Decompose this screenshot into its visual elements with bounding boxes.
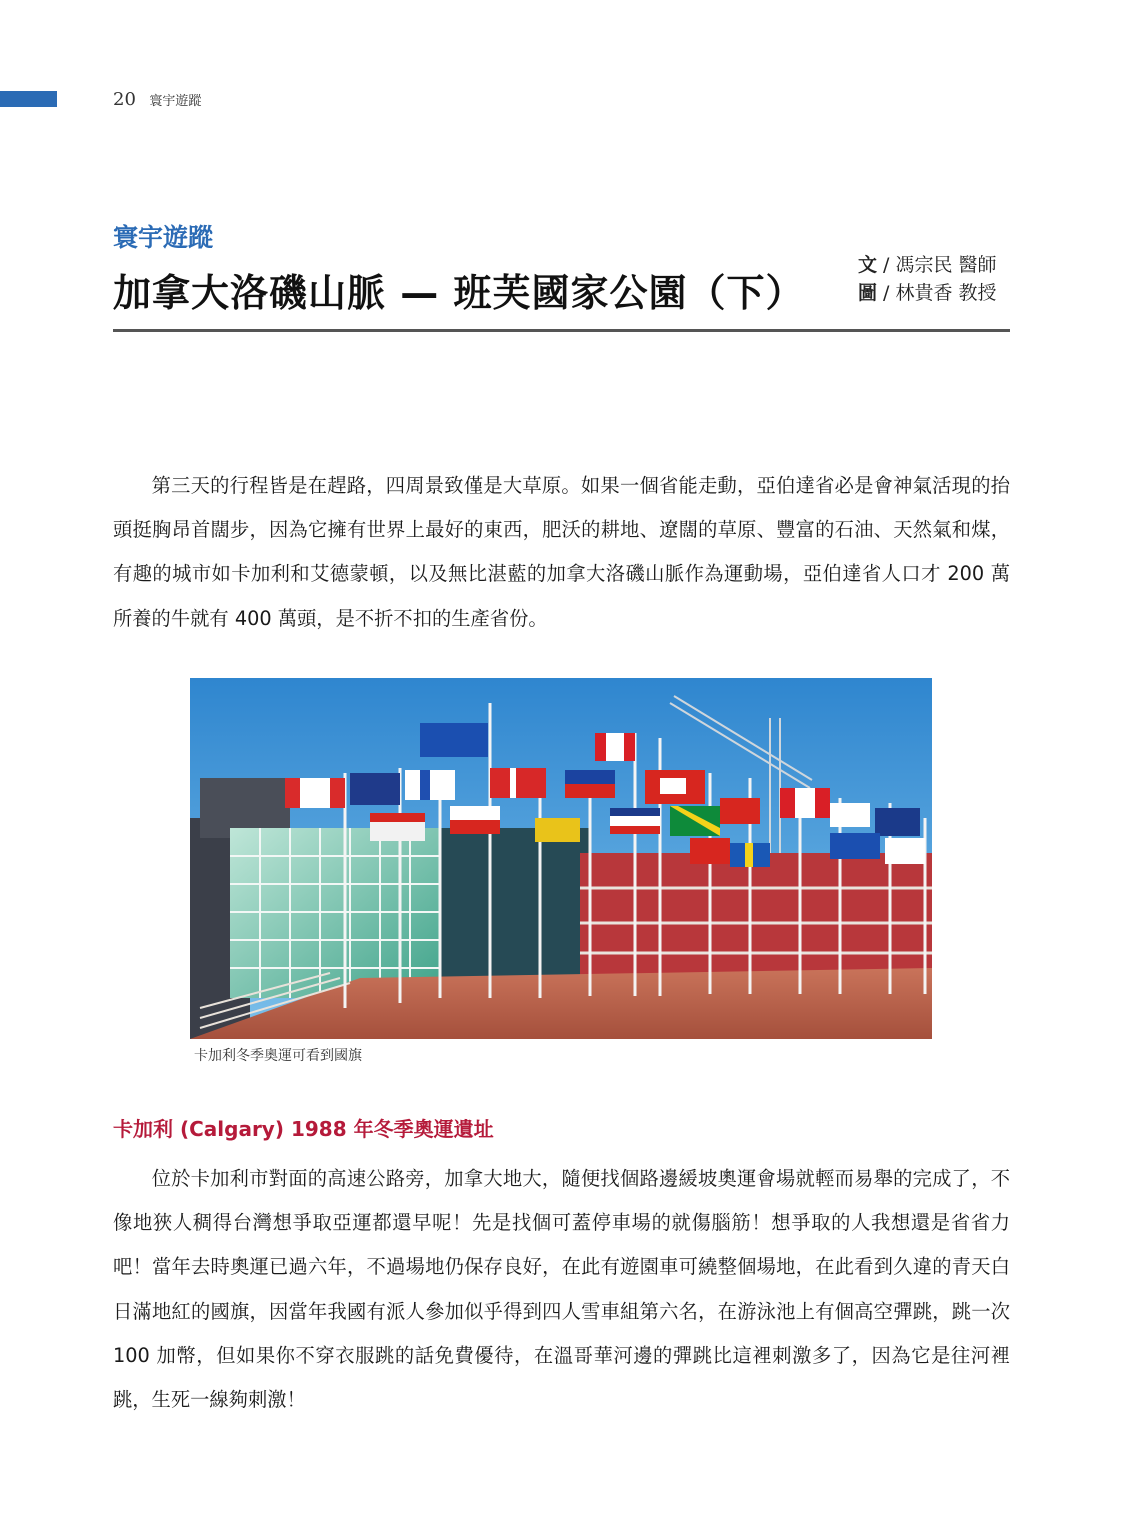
author-name: 馮宗民 醫師 (895, 254, 997, 276)
running-header-section: 寰宇遊蹤 (149, 94, 202, 109)
header-color-tab (0, 91, 57, 107)
author-role: 文 (858, 254, 878, 276)
byline-author: 文 / 馮宗民 醫師 (858, 254, 997, 276)
article-title: 加拿大洛磯山脈 — 班芙國家公園（下） (113, 271, 805, 315)
page-number: 20 (113, 89, 136, 110)
photo-caption: 卡加利冬季奧運可看到國旗 (194, 1048, 362, 1064)
body-paragraph-2: 位於卡加利市對面的高速公路旁，加拿大地大，隨便找個路邊緩坡奧運會場就輕而易舉的完成了，不像地狹人稠得台灣想爭取亞運都還早呢！先是找個可蓋停車場的就傷腦筋！想爭取的人我想還是省省力吧！當年去時奧運已過六年，不過場地仍保存良好，在此有遊園車可繞整個場地，在此看到久違的青天白日滿地紅的國旗，因當年我國有派人參加似乎得到四人雪車組第六名，在游泳池上有個高空彈跳，跳一次 100 加幣，但如果你不穿衣服跳的話免費優待，在溫哥華河邊的彈跳比這裡刺激多了，因為它是往河裡跳，生死一線夠刺激！ (113, 1167, 1010, 1412)
photographer-name: 林貴香 教授 (895, 282, 997, 304)
section-label: 寰宇遊蹤 (113, 223, 214, 252)
title-divider (113, 329, 1010, 332)
olympic-flags-photo (190, 678, 932, 1039)
byline (858, 251, 997, 307)
photographer-role: 圖 (858, 282, 878, 304)
section-subheading: 卡加利 (Calgary) 1988 年冬季奧運遺址 (113, 1117, 494, 1141)
byline-photographer: 圖 / 林貴香 教授 (858, 282, 997, 304)
running-header (113, 89, 201, 110)
body-paragraph-1: 第三天的行程皆是在趕路，四周景致僅是大草原。如果一個省能走動，亞伯達省必是會神氣活現的抬頭挺胸昂首闊步，因為它擁有世界上最好的東西，肥沃的耕地、遼闊的草原、豐富的石油、天然氣和煤，有趣的城市如卡加利和艾德蒙頓，以及無比湛藍的加拿大洛磯山脈作為運動場，亞伯達省人口才 200 萬所養的牛就有 400 萬頭，是不折不扣的生產省份。 (113, 474, 1010, 630)
